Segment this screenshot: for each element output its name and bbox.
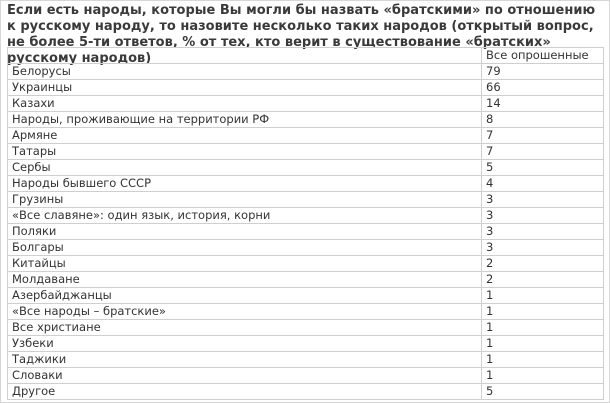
table-row xyxy=(8,96,604,112)
row-label: Другое xyxy=(8,384,482,400)
row-label: Китайцы xyxy=(8,256,482,272)
table-header-row xyxy=(8,48,604,64)
row-label: Молдаване xyxy=(8,272,482,288)
row-label: Таджики xyxy=(8,352,482,368)
table-row xyxy=(8,112,604,128)
row-label: Словаки xyxy=(8,368,482,384)
row-label: Сербы xyxy=(8,160,482,176)
row-value: 7 xyxy=(482,144,604,160)
row-label: Грузины xyxy=(8,192,482,208)
row-label: «Все славяне»: один язык, история, корни xyxy=(8,208,482,224)
table-row xyxy=(8,144,604,160)
row-label: Болгары xyxy=(8,240,482,256)
row-label: Поляки xyxy=(8,224,482,240)
row-value: 1 xyxy=(482,352,604,368)
table-row xyxy=(8,288,604,304)
row-value: 79 xyxy=(482,64,604,80)
row-value: 14 xyxy=(482,96,604,112)
row-label: Азербайджанцы xyxy=(8,288,482,304)
row-value: 2 xyxy=(482,272,604,288)
row-value: 3 xyxy=(482,240,604,256)
table-row xyxy=(8,176,604,192)
table-row xyxy=(8,192,604,208)
table-row xyxy=(8,320,604,336)
row-label: Узбеки xyxy=(8,336,482,352)
row-label: Народы бывшего СССР xyxy=(8,176,482,192)
row-value: 66 xyxy=(482,80,604,96)
row-label: Народы, проживающие на территории РФ xyxy=(8,112,482,128)
table-row xyxy=(8,128,604,144)
row-value: 3 xyxy=(482,224,604,240)
row-value: 2 xyxy=(482,256,604,272)
row-label: Армяне xyxy=(8,128,482,144)
table-body xyxy=(8,64,604,400)
row-value: 8 xyxy=(482,112,604,128)
table-row xyxy=(8,208,604,224)
table-row xyxy=(8,160,604,176)
row-value: 1 xyxy=(482,368,604,384)
header-cell-all-respondents: Все опрошенные xyxy=(482,48,604,64)
row-value: 1 xyxy=(482,288,604,304)
table-row xyxy=(8,336,604,352)
row-value: 4 xyxy=(482,176,604,192)
table-row xyxy=(8,80,604,96)
question-title: Если есть народы, которые Вы могли бы назвать «братскими» по отношению к русскому народу, то назовите несколько таких народов (открытый вопрос, не более 5-ти ответов, % от тех, кто верит в существование «братских» русскому народов) xyxy=(7,3,596,66)
table-row xyxy=(8,240,604,256)
row-value: 1 xyxy=(482,304,604,320)
table-row xyxy=(8,224,604,240)
row-label: Все христиане xyxy=(8,320,482,336)
table-row xyxy=(8,352,604,368)
table-row xyxy=(8,256,604,272)
table-row xyxy=(8,368,604,384)
row-label: Казахи xyxy=(8,96,482,112)
row-value: 5 xyxy=(482,384,604,400)
row-value: 5 xyxy=(482,160,604,176)
row-value: 7 xyxy=(482,128,604,144)
row-label: Татары xyxy=(8,144,482,160)
table-row xyxy=(8,384,604,400)
row-value: 1 xyxy=(482,320,604,336)
row-label: «Все народы – братские» xyxy=(8,304,482,320)
row-label: Украинцы xyxy=(8,80,482,96)
row-value: 1 xyxy=(482,336,604,352)
row-label: Белорусы xyxy=(8,64,482,80)
table-row xyxy=(8,304,604,320)
table-row xyxy=(8,64,604,80)
results-table xyxy=(7,47,604,400)
row-value: 3 xyxy=(482,208,604,224)
row-value: 3 xyxy=(482,192,604,208)
table-row xyxy=(8,272,604,288)
header-cell-label xyxy=(8,48,482,64)
